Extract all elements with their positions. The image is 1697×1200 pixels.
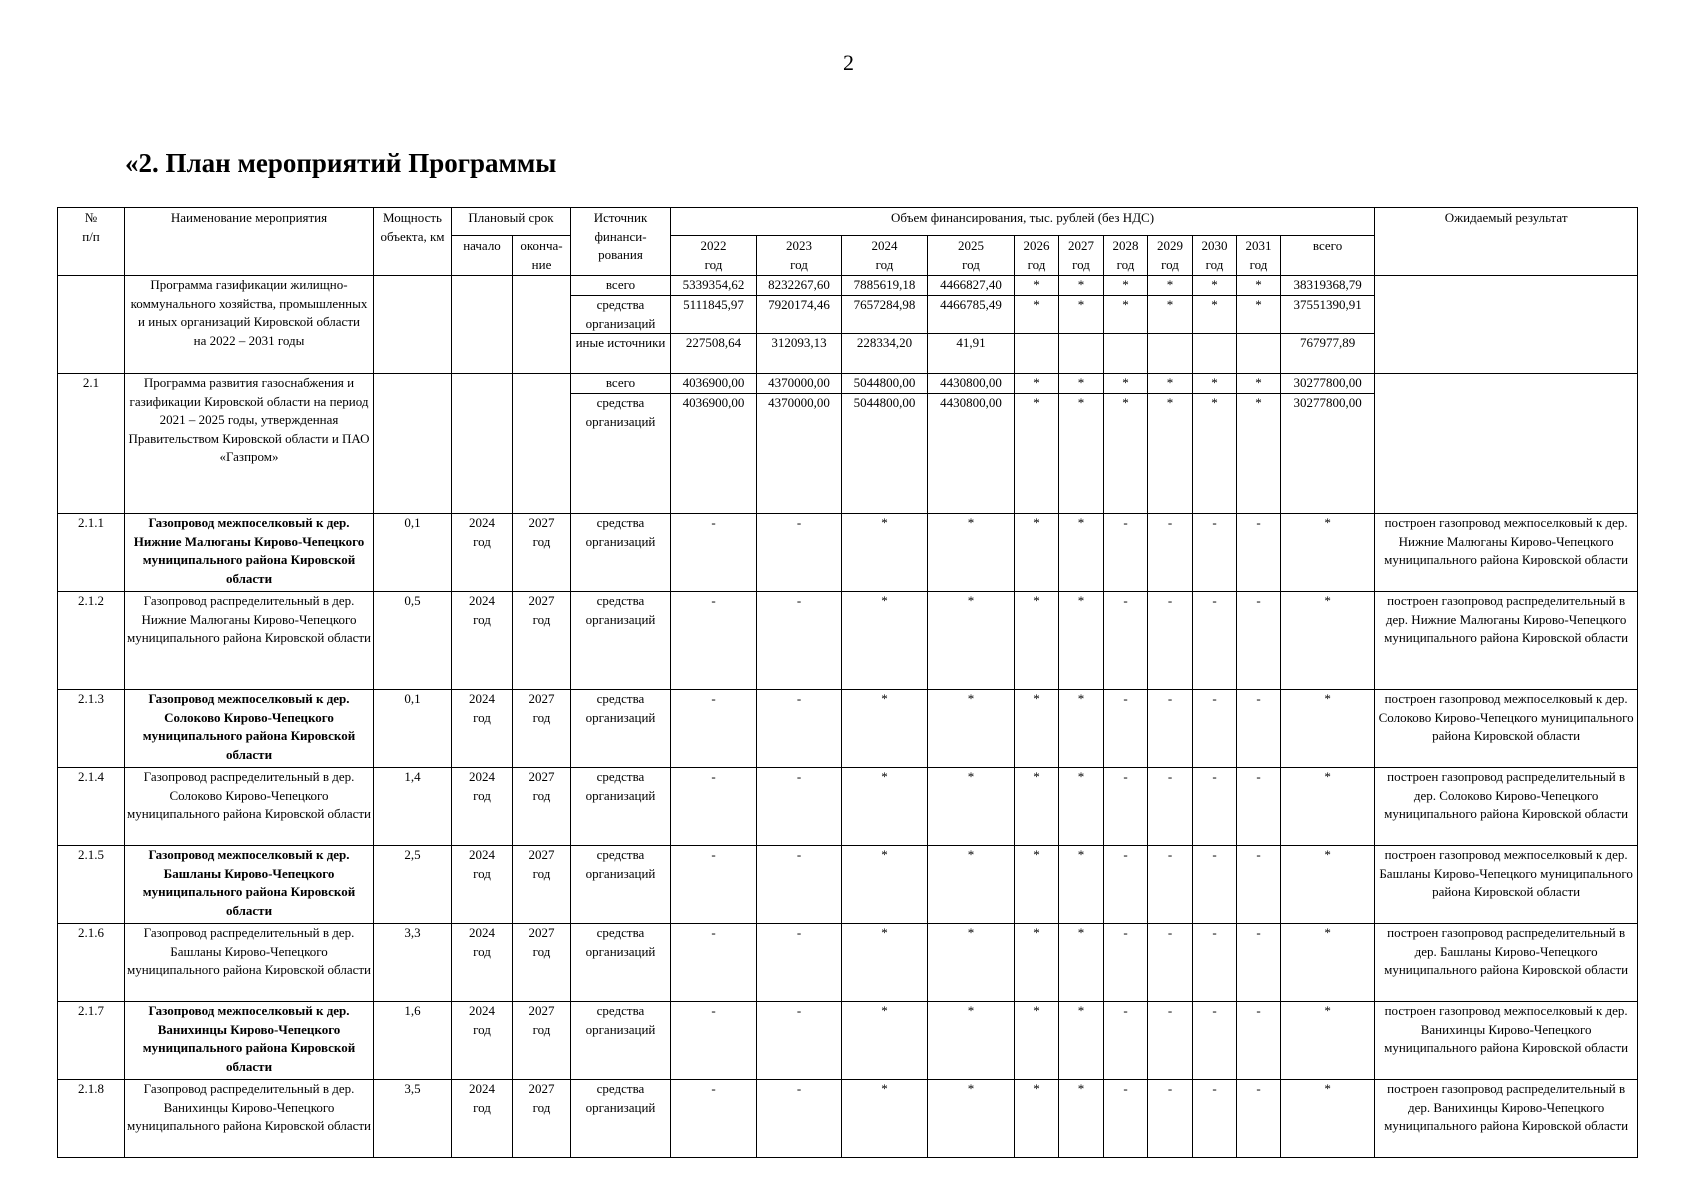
item-value: - xyxy=(1237,1080,1281,1158)
table-row xyxy=(58,846,1638,924)
item-total: * xyxy=(1281,846,1375,924)
item-start: 2024 год xyxy=(452,1080,513,1158)
item-value: * xyxy=(928,846,1015,924)
program-total: 37551390,91 xyxy=(1281,296,1375,334)
item-source: средства организаций xyxy=(571,1002,671,1080)
item-value: - xyxy=(1104,768,1148,846)
header-year: 2024 год xyxy=(842,236,928,276)
item-value: * xyxy=(1059,514,1104,592)
item-total: * xyxy=(1281,924,1375,1002)
item-value: - xyxy=(671,1002,757,1080)
item-value: - xyxy=(671,690,757,768)
item-source: средства организаций xyxy=(571,690,671,768)
item-value: - xyxy=(1193,514,1237,592)
item-value: * xyxy=(842,514,928,592)
item-value: - xyxy=(757,1080,842,1158)
program-value: 7657284,98 xyxy=(842,296,928,334)
item-result: построен газопровод межпоселковый к дер. Ванихинцы Кирово-Чепецкого муниципального района Кировской области xyxy=(1375,1002,1638,1080)
item-value: * xyxy=(1059,1080,1104,1158)
item-capacity: 3,3 xyxy=(374,924,452,1002)
subprogram-value: * xyxy=(1059,374,1104,394)
program-total: 38319368,79 xyxy=(1281,276,1375,296)
header-start: начало xyxy=(452,236,513,276)
program-result xyxy=(1375,276,1638,374)
plan-table xyxy=(57,207,1638,1158)
item-value: * xyxy=(928,924,1015,1002)
subprogram-capacity xyxy=(374,374,452,514)
program-value: * xyxy=(1237,276,1281,296)
item-num: 2.1.5 xyxy=(58,846,125,924)
item-value: - xyxy=(757,690,842,768)
subprogram-value: * xyxy=(1193,394,1237,514)
item-value: - xyxy=(1148,690,1193,768)
program-value: 5111845,97 xyxy=(671,296,757,334)
subprogram-value: 4370000,00 xyxy=(757,374,842,394)
table-row xyxy=(58,690,1638,768)
item-value: - xyxy=(1148,924,1193,1002)
subprogram-value: * xyxy=(1237,394,1281,514)
item-value: * xyxy=(1015,514,1059,592)
item-value: - xyxy=(1237,846,1281,924)
item-value: * xyxy=(1059,592,1104,690)
subprogram-value: * xyxy=(1237,374,1281,394)
item-value: - xyxy=(1193,1002,1237,1080)
subprogram-total: 30277800,00 xyxy=(1281,374,1375,394)
item-result: построен газопровод распределительный в дер. Башланы Кирово-Чепецкого муниципального района Кировской области xyxy=(1375,924,1638,1002)
item-total: * xyxy=(1281,514,1375,592)
item-value: - xyxy=(1104,514,1148,592)
item-value: * xyxy=(928,768,1015,846)
subprogram-value: 5044800,00 xyxy=(842,374,928,394)
header-capacity: Мощность объекта, км xyxy=(374,208,452,276)
header-year: 2029 год xyxy=(1148,236,1193,276)
program-value xyxy=(1148,334,1193,374)
subprogram-name: Программа развития газоснабжения и газификации Кировской области на период 2021 – 2025 годы, утвержденная Правительством Кировской области и ПАО «Газпром» xyxy=(125,374,374,514)
item-value: * xyxy=(1059,768,1104,846)
item-value: - xyxy=(757,514,842,592)
program-source: иные источники xyxy=(571,334,671,374)
item-name: Газопровод межпоселковый к дер. Башланы Кирово-Чепецкого муниципального района Кировской области xyxy=(125,846,374,924)
item-value: * xyxy=(928,1002,1015,1080)
item-source: средства организаций xyxy=(571,924,671,1002)
item-result: построен газопровод межпоселковый к дер. Башланы Кирово-Чепецкого муниципального района Кировской области xyxy=(1375,846,1638,924)
item-total: * xyxy=(1281,592,1375,690)
item-value: * xyxy=(1059,690,1104,768)
item-value: - xyxy=(1237,768,1281,846)
header-year: 2028 год xyxy=(1104,236,1148,276)
item-value: - xyxy=(757,1002,842,1080)
item-value: - xyxy=(1237,1002,1281,1080)
subprogram-value: * xyxy=(1104,374,1148,394)
item-value: * xyxy=(1015,846,1059,924)
subprogram-value: * xyxy=(1015,394,1059,514)
subprogram-value: * xyxy=(1104,394,1148,514)
item-capacity: 1,4 xyxy=(374,768,452,846)
program-value: * xyxy=(1015,276,1059,296)
item-end: 2027 год xyxy=(513,690,571,768)
item-source: средства организаций xyxy=(571,1080,671,1158)
program-value: * xyxy=(1148,276,1193,296)
header-year: 2027 год xyxy=(1059,236,1104,276)
program-value: * xyxy=(1193,276,1237,296)
item-value: * xyxy=(842,846,928,924)
subprogram-value: 5044800,00 xyxy=(842,394,928,514)
subprogram-value: * xyxy=(1193,374,1237,394)
item-value: - xyxy=(1237,924,1281,1002)
item-value: - xyxy=(1237,592,1281,690)
header-num: № п/п xyxy=(58,208,125,276)
table-row xyxy=(58,768,1638,846)
program-value: 227508,64 xyxy=(671,334,757,374)
item-value: - xyxy=(1148,592,1193,690)
item-value: - xyxy=(1148,768,1193,846)
header-funding: Объем финансирования, тыс. рублей (без НДС) xyxy=(671,208,1375,236)
item-result: построен газопровод распределительный в дер. Нижние Малюганы Кирово-Чепецкого муниципального района Кировской области xyxy=(1375,592,1638,690)
item-value: * xyxy=(928,1080,1015,1158)
item-value: - xyxy=(671,768,757,846)
program-value: 7885619,18 xyxy=(842,276,928,296)
item-name: Газопровод распределительный в дер. Нижние Малюганы Кирово-Чепецкого муниципального района Кировской области xyxy=(125,592,374,690)
program-value: * xyxy=(1059,296,1104,334)
program-end xyxy=(513,276,571,374)
item-value: - xyxy=(1148,1002,1193,1080)
item-result: построен газопровод распределительный в дер. Ванихинцы Кирово-Чепецкого муниципального района Кировской области xyxy=(1375,1080,1638,1158)
item-source: средства организаций xyxy=(571,592,671,690)
item-start: 2024 год xyxy=(452,514,513,592)
item-end: 2027 год xyxy=(513,846,571,924)
program-value xyxy=(1104,334,1148,374)
item-value: * xyxy=(1015,1080,1059,1158)
program-value: * xyxy=(1104,276,1148,296)
program-name: Программа газификации жилищно-коммунального хозяйства, промышленных и иных организаций Кировской области на 2022 – 2031 годы xyxy=(125,276,374,374)
item-name: Газопровод межпоселковый к дер. Солоково Кирово-Чепецкого муниципального района Кировской области xyxy=(125,690,374,768)
item-start: 2024 год xyxy=(452,592,513,690)
header-total: всего xyxy=(1281,236,1375,276)
program-num xyxy=(58,276,125,374)
item-num: 2.1.6 xyxy=(58,924,125,1002)
header-result: Ожидаемый результат xyxy=(1375,208,1638,276)
program-value: 4466827,40 xyxy=(928,276,1015,296)
item-num: 2.1.3 xyxy=(58,690,125,768)
item-result: построен газопровод распределительный в дер. Солоково Кирово-Чепецкого муниципального района Кировской области xyxy=(1375,768,1638,846)
item-end: 2027 год xyxy=(513,768,571,846)
header-end: оконча- ние xyxy=(513,236,571,276)
program-capacity xyxy=(374,276,452,374)
item-result: построен газопровод межпоселковый к дер. Нижние Малюганы Кирово-Чепецкого муниципального района Кировской области xyxy=(1375,514,1638,592)
item-start: 2024 год xyxy=(452,846,513,924)
item-value: - xyxy=(1193,1080,1237,1158)
item-value: - xyxy=(1104,924,1148,1002)
item-value: * xyxy=(842,924,928,1002)
item-result: построен газопровод межпоселковый к дер. Солоково Кирово-Чепецкого муниципального района Кировской области xyxy=(1375,690,1638,768)
item-capacity: 3,5 xyxy=(374,1080,452,1158)
item-value: - xyxy=(1193,592,1237,690)
subprogram-value: 4430800,00 xyxy=(928,394,1015,514)
program-value xyxy=(1237,334,1281,374)
item-value: - xyxy=(1148,1080,1193,1158)
item-total: * xyxy=(1281,768,1375,846)
subprogram-source: средства организаций xyxy=(571,394,671,514)
item-end: 2027 год xyxy=(513,1002,571,1080)
item-value: * xyxy=(842,768,928,846)
subprogram-value: 4430800,00 xyxy=(928,374,1015,394)
table-row xyxy=(58,924,1638,1002)
subprogram-num: 2.1 xyxy=(58,374,125,514)
item-value: - xyxy=(1237,514,1281,592)
table-row xyxy=(58,1080,1638,1158)
header-planned-term: Плановый срок xyxy=(452,208,571,236)
item-capacity: 0,1 xyxy=(374,514,452,592)
item-value: * xyxy=(928,690,1015,768)
program-source: всего xyxy=(571,276,671,296)
item-capacity: 2,5 xyxy=(374,846,452,924)
item-value: * xyxy=(842,592,928,690)
program-value: 312093,13 xyxy=(757,334,842,374)
table-row xyxy=(58,514,1638,592)
subprogram-start xyxy=(452,374,513,514)
item-num: 2.1.4 xyxy=(58,768,125,846)
program-value xyxy=(1059,334,1104,374)
item-value: - xyxy=(1148,514,1193,592)
item-end: 2027 год xyxy=(513,924,571,1002)
item-end: 2027 год xyxy=(513,1080,571,1158)
item-total: * xyxy=(1281,690,1375,768)
item-value: - xyxy=(1148,846,1193,924)
table-row xyxy=(58,1002,1638,1080)
program-row xyxy=(58,276,1638,296)
item-num: 2.1.7 xyxy=(58,1002,125,1080)
subprogram-value: * xyxy=(1015,374,1059,394)
item-name: Газопровод распределительный в дер. Солоково Кирово-Чепецкого муниципального района Кировской области xyxy=(125,768,374,846)
subprogram-value: 4370000,00 xyxy=(757,394,842,514)
program-value: * xyxy=(1237,296,1281,334)
header-source: Источник финанси- рования xyxy=(571,208,671,276)
item-value: * xyxy=(842,1080,928,1158)
program-total: 767977,89 xyxy=(1281,334,1375,374)
item-value: - xyxy=(671,846,757,924)
item-name: Газопровод распределительный в дер. Башланы Кирово-Чепецкого муниципального района Кировской области xyxy=(125,924,374,1002)
item-num: 2.1.2 xyxy=(58,592,125,690)
page-number: 2 xyxy=(843,50,854,75)
item-value: - xyxy=(1193,690,1237,768)
item-end: 2027 год xyxy=(513,592,571,690)
plan-table-body xyxy=(58,208,1638,1158)
item-value: - xyxy=(1193,846,1237,924)
item-num: 2.1.1 xyxy=(58,514,125,592)
item-end: 2027 год xyxy=(513,514,571,592)
item-value: - xyxy=(1104,592,1148,690)
program-source: средства организаций xyxy=(571,296,671,334)
item-start: 2024 год xyxy=(452,1002,513,1080)
item-value: * xyxy=(928,592,1015,690)
item-value: - xyxy=(671,592,757,690)
program-value xyxy=(1015,334,1059,374)
item-value: * xyxy=(842,1002,928,1080)
subprogram-value: * xyxy=(1148,374,1193,394)
item-capacity: 0,5 xyxy=(374,592,452,690)
header-year: 2031 год xyxy=(1237,236,1281,276)
item-value: * xyxy=(1015,690,1059,768)
item-value: - xyxy=(671,514,757,592)
program-value: * xyxy=(1015,296,1059,334)
program-value: * xyxy=(1148,296,1193,334)
subprogram-value: * xyxy=(1148,394,1193,514)
item-value: - xyxy=(671,1080,757,1158)
item-value: - xyxy=(1193,924,1237,1002)
item-source: средства организаций xyxy=(571,768,671,846)
item-value: * xyxy=(1059,924,1104,1002)
header-year: 2030 год xyxy=(1193,236,1237,276)
subprogram-result xyxy=(1375,374,1638,514)
item-value: - xyxy=(757,768,842,846)
item-value: * xyxy=(1015,924,1059,1002)
program-value: 5339354,62 xyxy=(671,276,757,296)
item-capacity: 0,1 xyxy=(374,690,452,768)
item-value: * xyxy=(928,514,1015,592)
item-value: - xyxy=(671,924,757,1002)
subprogram-value: 4036900,00 xyxy=(671,374,757,394)
item-value: - xyxy=(757,592,842,690)
header-year: 2026 год xyxy=(1015,236,1059,276)
header-name: Наименование мероприятия xyxy=(125,208,374,276)
subprogram-value: * xyxy=(1059,394,1104,514)
item-value: - xyxy=(1104,1002,1148,1080)
table-row xyxy=(58,592,1638,690)
item-value: - xyxy=(1237,690,1281,768)
item-value: - xyxy=(1193,768,1237,846)
item-name: Газопровод распределительный в дер. Ванихинцы Кирово-Чепецкого муниципального района Кировской области xyxy=(125,1080,374,1158)
program-value: * xyxy=(1059,276,1104,296)
section-title: «2. План мероприятий Программы xyxy=(125,148,557,178)
item-start: 2024 год xyxy=(452,690,513,768)
subprogram-row xyxy=(58,374,1638,394)
program-value: 228334,20 xyxy=(842,334,928,374)
item-name: Газопровод межпоселковый к дер. Ванихинцы Кирово-Чепецкого муниципального района Кировской области xyxy=(125,1002,374,1080)
item-value: * xyxy=(1059,1002,1104,1080)
item-value: * xyxy=(842,690,928,768)
header-year: 2023 год xyxy=(757,236,842,276)
program-start xyxy=(452,276,513,374)
program-value: * xyxy=(1104,296,1148,334)
item-start: 2024 год xyxy=(452,768,513,846)
item-value: * xyxy=(1015,1002,1059,1080)
subprogram-total: 30277800,00 xyxy=(1281,394,1375,514)
table-header-row xyxy=(58,208,1638,236)
subprogram-end xyxy=(513,374,571,514)
item-value: - xyxy=(757,924,842,1002)
program-value: 4466785,49 xyxy=(928,296,1015,334)
item-name: Газопровод межпоселковый к дер. Нижние Малюганы Кирово-Чепецкого муниципального района Кировской области xyxy=(125,514,374,592)
item-value: - xyxy=(1104,846,1148,924)
program-value: 7920174,46 xyxy=(757,296,842,334)
subprogram-source: всего xyxy=(571,374,671,394)
item-value: * xyxy=(1015,592,1059,690)
item-total: * xyxy=(1281,1002,1375,1080)
item-start: 2024 год xyxy=(452,924,513,1002)
item-value: - xyxy=(1104,690,1148,768)
header-year: 2025 год xyxy=(928,236,1015,276)
item-source: средства организаций xyxy=(571,846,671,924)
program-value: * xyxy=(1193,296,1237,334)
item-value: - xyxy=(757,846,842,924)
item-capacity: 1,6 xyxy=(374,1002,452,1080)
header-year: 2022 год xyxy=(671,236,757,276)
subprogram-value: 4036900,00 xyxy=(671,394,757,514)
item-value: * xyxy=(1059,846,1104,924)
item-source: средства организаций xyxy=(571,514,671,592)
item-num: 2.1.8 xyxy=(58,1080,125,1158)
program-value xyxy=(1193,334,1237,374)
item-value: - xyxy=(1104,1080,1148,1158)
item-value: * xyxy=(1015,768,1059,846)
program-value: 8232267,60 xyxy=(757,276,842,296)
program-value: 41,91 xyxy=(928,334,1015,374)
item-total: * xyxy=(1281,1080,1375,1158)
